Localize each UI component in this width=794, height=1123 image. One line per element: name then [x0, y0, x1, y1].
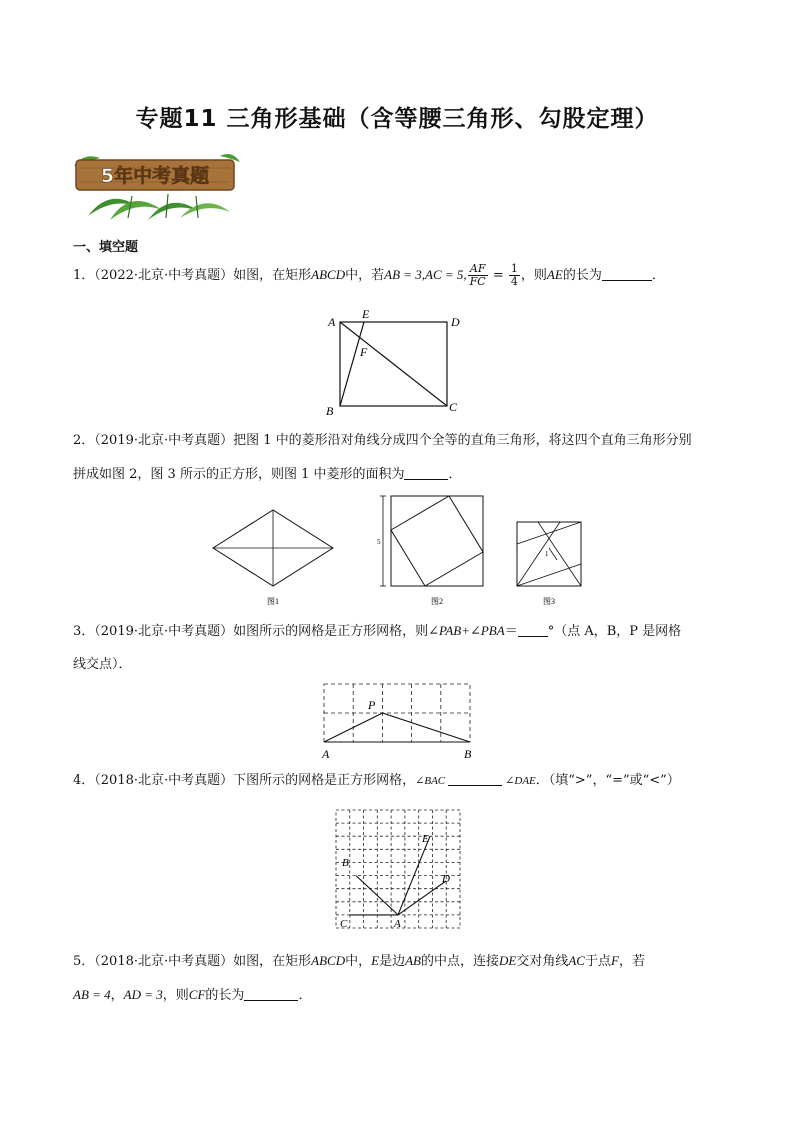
math-term: DE: [499, 953, 517, 968]
answer-blank[interactable]: [602, 266, 652, 281]
question-source: （2018·北京·中考真题）: [94, 954, 234, 969]
question-text: ，则: [520, 268, 547, 283]
question-text: 如图，在矩形: [233, 268, 312, 283]
question-source: （2018·北京·中考真题）: [94, 773, 234, 788]
question-text: ，若: [618, 954, 645, 969]
question-text: 把图 1 中的菱形沿对角线分成四个全等的直角三角形，将这四个直角三角形分别: [233, 433, 692, 448]
figure-caption: 图1: [267, 597, 279, 606]
equals-sign: ＝: [504, 624, 518, 639]
math-term: E: [371, 953, 380, 968]
point-label-e: E: [422, 833, 429, 845]
figure-square-2: [377, 496, 483, 586]
math-term: ABCD: [311, 953, 346, 968]
figure-q4-grid: [330, 806, 466, 932]
figure-caption: 图2: [431, 597, 443, 606]
question-4: [73, 768, 723, 794]
fraction-af-fc: [468, 263, 488, 288]
point-label-a: A: [322, 747, 330, 761]
point-label-p: P: [368, 698, 376, 712]
question-text: 拼成如图 2，图 3 所示的正方形，则图 1 中菱形的面积为: [73, 467, 405, 482]
point-label-f: F: [360, 345, 368, 359]
section-heading: 一、填空题: [73, 240, 139, 255]
point-label-e: E: [362, 308, 370, 321]
point-label-b: B: [326, 404, 334, 418]
fraction-numerator: AF: [468, 263, 488, 276]
math-term: CF: [188, 987, 206, 1002]
math-condition: AB = 4: [73, 987, 111, 1002]
equals-sign: =: [488, 268, 508, 283]
point-label-a: A: [328, 315, 336, 329]
question-number: 1．: [73, 268, 95, 283]
question-source: （2022·北京·中考真题）: [94, 268, 234, 283]
point-label-b: B: [342, 857, 349, 869]
question-text: 于点: [584, 954, 611, 969]
point-label-c: C: [449, 400, 458, 414]
badge-graphic: [70, 146, 242, 222]
dimension-label: 1: [545, 550, 549, 558]
question-1: [73, 262, 723, 289]
point-label-d: D: [442, 873, 450, 885]
answer-blank[interactable]: [404, 465, 448, 480]
question-number: 2．: [73, 433, 95, 448]
question-text: ．: [448, 467, 462, 482]
point-label-b: B: [464, 747, 472, 761]
question-number: 3．: [73, 624, 95, 639]
point-label-a: A: [394, 918, 401, 930]
question-text: ．: [651, 268, 665, 283]
math-term: F: [611, 953, 619, 968]
question-text: 的长为: [562, 268, 602, 283]
math-expression: ∠PAB+∠PBA: [428, 623, 505, 638]
figure-rhombus: [213, 510, 333, 586]
question-3-line-2: [73, 652, 723, 678]
math-condition: AB = 3,AC = 5,: [384, 267, 467, 282]
question-text: 如图所示的网格是正方形网格，则: [233, 624, 429, 639]
point-label-c: C: [340, 918, 348, 930]
question-text: 是边: [379, 954, 406, 969]
question-2: [73, 428, 723, 454]
question-text: ．: [298, 988, 312, 1003]
math-angle: ∠DAE: [505, 775, 536, 787]
fraction-numerator: 1: [510, 262, 518, 275]
question-text: 线交点）．: [73, 657, 132, 672]
answer-blank[interactable]: [518, 622, 548, 637]
question-number: 5．: [73, 954, 95, 969]
question-3: [73, 618, 723, 645]
fraction-denominator: FC: [469, 275, 486, 288]
math-term: AC: [568, 953, 585, 968]
question-text: ．（填“>”，“=”或“<”）: [535, 773, 680, 788]
question-text: 中，若: [345, 268, 385, 283]
question-text: ，则: [162, 988, 189, 1003]
figure-square-3: [517, 522, 581, 586]
question-text: 中，: [345, 954, 372, 969]
math-term: AB: [405, 953, 421, 968]
math-condition: AD = 3: [123, 987, 163, 1002]
math-angle: ∠BAC: [415, 775, 446, 787]
question-5: [73, 948, 723, 975]
fraction-value: [509, 263, 520, 288]
question-text: ，: [110, 988, 124, 1003]
point-label-d: D: [451, 315, 460, 329]
question-text: °（点 A，B，P 是网格: [547, 624, 682, 639]
answer-blank[interactable]: [244, 986, 298, 1001]
figure-caption: 图3: [543, 597, 555, 606]
figure-q1-rectangle: [318, 308, 468, 418]
question-2-line-2: [73, 462, 723, 488]
question-text: 的中点，连接: [420, 954, 499, 969]
question-text: 交对角线: [516, 954, 569, 969]
fraction-denominator: 4: [510, 275, 518, 288]
question-source: （2019·北京·中考真题）: [94, 433, 234, 448]
question-text: 的长为: [205, 988, 245, 1003]
question-5-line-2: [73, 982, 723, 1009]
question-number: 4．: [73, 773, 95, 788]
figure-q2-shapes: [205, 490, 595, 610]
math-term: ABCD: [311, 267, 346, 282]
answer-blank[interactable]: [448, 771, 502, 786]
figure-q3-grid: [314, 676, 484, 764]
math-term: AE: [546, 267, 563, 282]
question-source: （2019·北京·中考真题）: [94, 624, 234, 639]
question-text: 如图，在矩形: [233, 954, 312, 969]
question-text: 下图所示的网格是正方形网格，: [233, 773, 416, 788]
page-title: 专题11 三角形基础（含等腰三角形、勾股定理）: [135, 106, 659, 132]
dimension-label: 5: [377, 538, 381, 546]
badge-label: 5年中考真题: [100, 165, 210, 187]
